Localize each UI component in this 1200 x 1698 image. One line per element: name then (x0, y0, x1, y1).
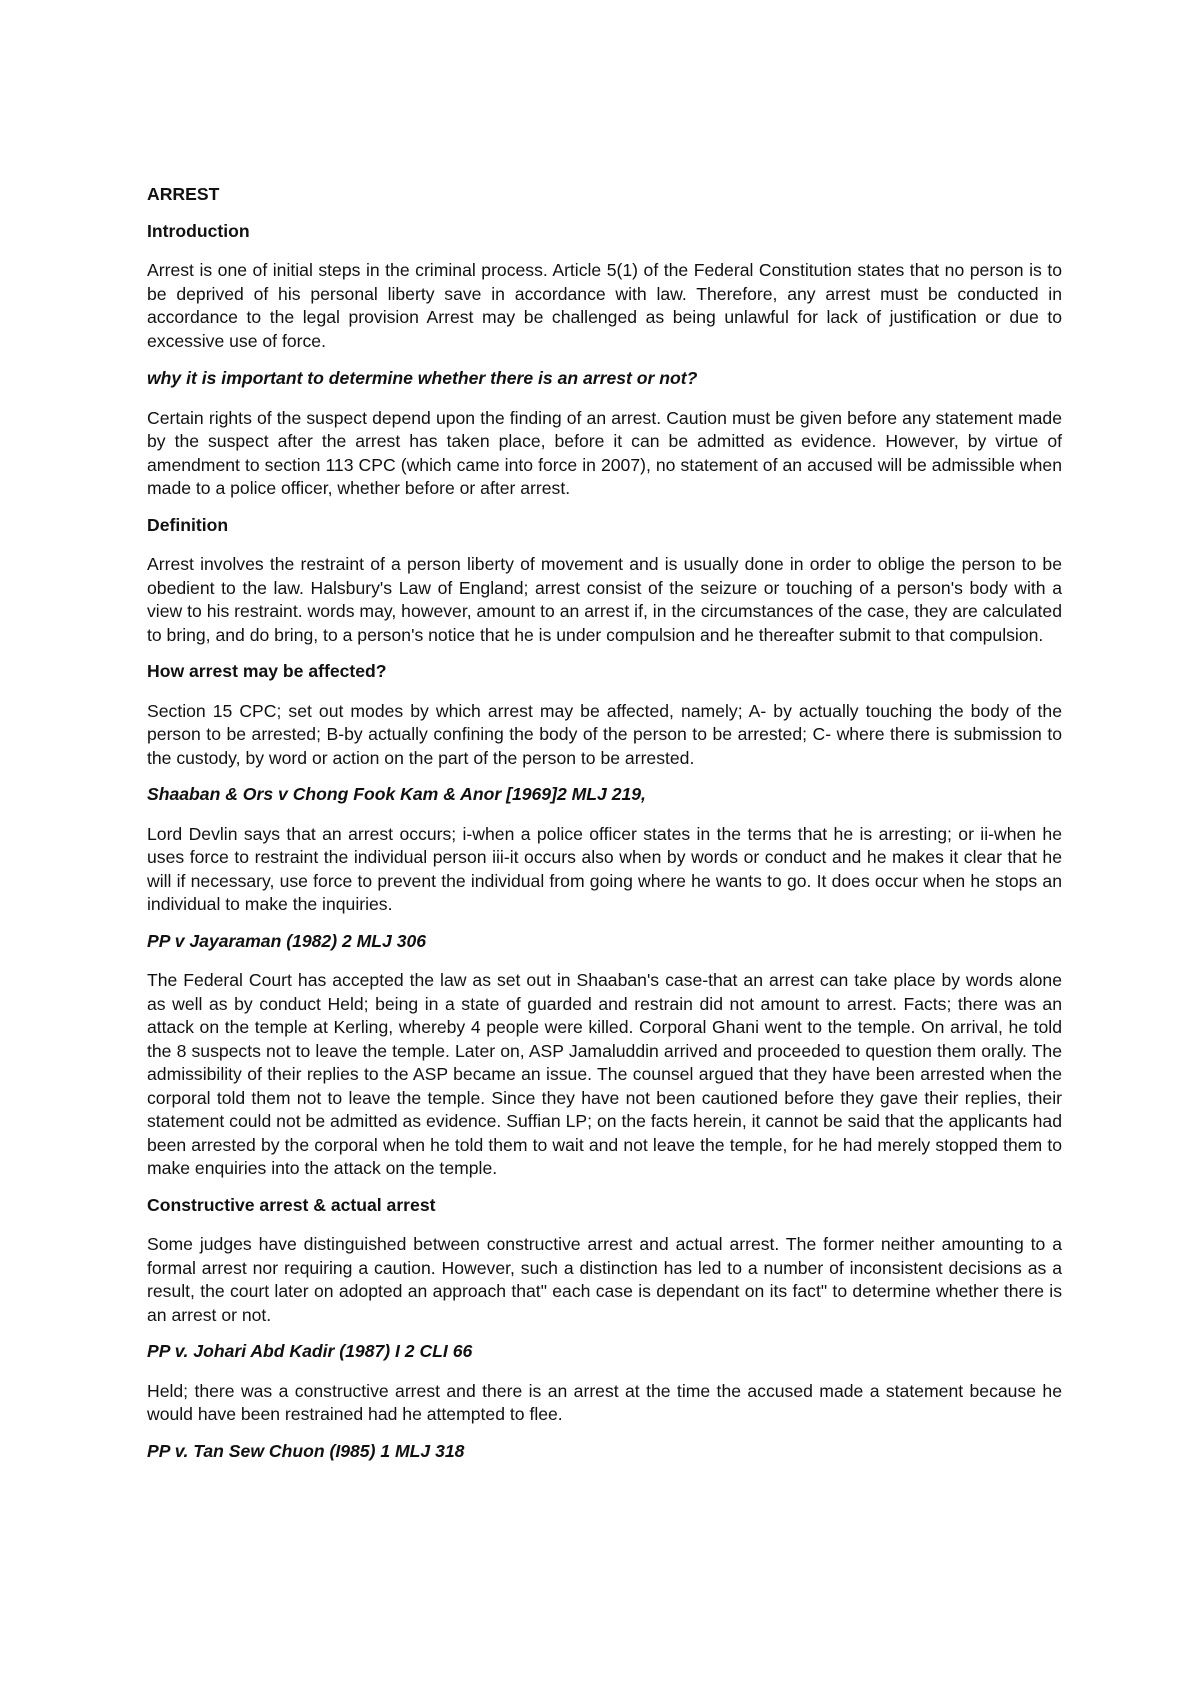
section-heading-importance: why it is important to determine whether there is an arrest or not? (147, 368, 698, 388)
section-heading-definition: Definition (147, 514, 229, 535)
section-heading-introduction: Introduction (147, 220, 250, 241)
section-heading-constructive: Constructive arrest & actual arrest (147, 1194, 436, 1215)
case-heading-tansew: PP v. Tan Sew Chuon (I985) 1 MLJ 318 (147, 1440, 465, 1461)
paragraph-introduction: Arrest is one of initial steps in the criminal process. Article 5(1) of the Federal Constitution states that no person is to be deprived of his personal liberty save in accordance with law. Therefore, any arrest must be conducted in accordance to the legal provision Arrest may be challenged as being unlawful for lack of justification or due to excessive use of force. (147, 260, 1062, 351)
case-heading-johari: PP v. Johari Abd Kadir (1987) I 2 CLI 66 (147, 1341, 473, 1361)
case-heading-shaaban: Shaaban & Ors v Chong Fook Kam & Anor [1969]2 MLJ 219, (147, 784, 646, 804)
paragraph-constructive: Some judges have distinguished between constructive arrest and actual arrest. The former neither amounting to a formal arrest nor requiring a caution. However, such a distinction has led to a number of inconsistent decisions as a result, the court later on adopted an approach that" each case is dependant on its fact" to determine whether there is an arrest or not. (147, 1234, 1062, 1325)
paragraph-importance: Certain rights of the suspect depend upon the finding of an arrest. Caution must be given before any statement made by the suspect after the arrest has taken place, before it can be admitted as evidence. However, by virtue of amendment to section 113 CPC (which came into force in 2007), no statement of an accused will be admissible when made to a police officer, whether before or after arrest. (147, 407, 1062, 498)
section-heading-affected: How arrest may be affected? (147, 661, 387, 681)
paragraph-definition: Arrest involves the restraint of a person liberty of movement and is usually done in order to oblige the person to be obedient to the law. Halsbury's Law of England; arrest consist of the seizure or touching of a person's body with a view to his restraint. words may, however, amount to an arrest if, in the circumstances of the case, they are calculated to bring, and do bring, to a person's notice that he is under compulsion and he thereafter submit to that compulsion. (147, 554, 1062, 645)
document-title: ARREST (147, 184, 220, 204)
paragraph-jayaraman: The Federal Court has accepted the law as set out in Shaaban's case-that an arrest can take place by words alone as well as by conduct Held; being in a state of guarded and restrain did not amount to arrest. Facts; there was an attack on the temple at Kerling, whereby 4 people were killed. Corporal Ghani went to the temple. On arrival, he told the 8 suspects not to leave the temple. Later on, ASP Jamaluddin arrived and proceeded to question them orally. The admissibility of their replies to the ASP became an issue. The counsel argued that they have been arrested when the corporal told them not to leave the temple. Since they have not been cautioned before they gave their replies, their statement could not be admitted as evidence. Suffian LP; on the facts herein, it cannot be said that the applicants had been arrested by the corporal when he told them to wait and not leave the temple, for he had merely stopped them to make enquiries into the attack on the temple. (147, 970, 1062, 1178)
case-heading-jayaraman: PP v Jayaraman (1982) 2 MLJ 306 (147, 930, 427, 951)
paragraph-johari: Held; there was a constructive arrest and there is an arrest at the time the accused made a statement because he would have been restrained had he attempted to flee. (147, 1380, 1062, 1424)
document-page (147, 183, 1062, 1463)
paragraph-shaaban: Lord Devlin says that an arrest occurs; i-when a police officer states in the terms that he is arresting; or ii-when he uses force to restraint the individual person iii-it occurs also when by words or conduct and he makes it clear that he will if necessary, use force to prevent the individual from going where he wants to go. It does occur when he stops an individual to make the inquiries. (147, 823, 1062, 914)
paragraph-affected: Section 15 CPC; set out modes by which arrest may be affected, namely; A- by actually touching the body of the person to be arrested; B-by actually confining the body of the person to be arrested; C- where there is submission to the custody, by word or action on the part of the person to be arrested. (147, 700, 1062, 768)
